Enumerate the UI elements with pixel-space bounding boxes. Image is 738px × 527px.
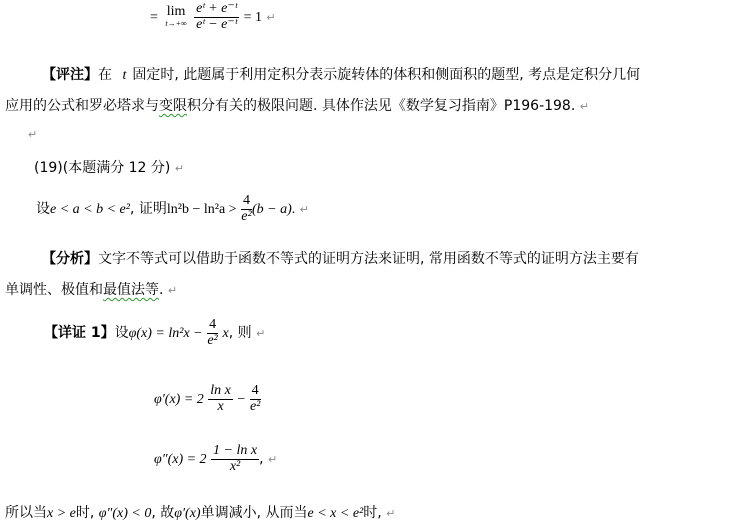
limit-numerator: eᵗ + e⁻ᵗ [196,1,238,16]
comment-pre: 在 [98,67,112,83]
first-derivative-numerator-2: 4 [251,383,259,398]
first-derivative-minus: − [237,392,246,408]
comment-line-1 [42,64,640,84]
paragraph-mark: ↵ [386,507,396,520]
paragraph-mark: ↵ [256,327,266,341]
proof-1-fraction-denominator: e² [207,332,218,348]
problem-fraction-numerator: 4 [243,193,251,208]
conclusion-cond-1: x > e [47,506,76,521]
analysis-line-1 [42,248,639,268]
lim-subscript: t→+∞ [165,19,187,29]
conclusion-func: φ′(x) [174,506,201,521]
comment-variable-t: t [122,68,127,83]
proof-1-var: x [222,326,229,342]
analysis-underlined: 最值法等 [103,282,159,298]
limit-fraction [194,2,239,32]
conclusion-a: 所以当 [5,505,47,521]
equals-sign: = [150,10,158,26]
first-derivative-fraction-2 [250,384,261,414]
proof-1-tag: 【详证 1】 [44,325,115,342]
comment-line-1-rest: 固定时, 此题属于利用定积分表示旋转体的体积和侧面积的题型, 考点是定积分几何 [132,67,641,83]
paragraph-mark: ↵ [579,100,589,113]
proof-1-fraction-numerator: 4 [209,317,217,332]
second-derivative-lhs: φ″(x) = 2 [154,452,207,468]
conclusion-e: 时, [363,505,382,521]
paragraph-mark: ↵ [28,128,38,141]
comment-line-2-a: 应用的公式和罗必塔求与 [5,98,159,114]
paragraph-mark: ↵ [299,203,309,217]
paragraph-mark: ↵ [167,284,178,297]
limit-denominator: eᵗ − e⁻ᵗ [196,16,238,32]
empty-paragraph [28,126,37,142]
paragraph-mark: ↵ [266,11,276,25]
comment-line-2 [5,95,589,115]
second-derivative [154,444,277,474]
conclusion-d: 单调减小, 从而当 [200,505,308,521]
conclusion-line [5,502,395,522]
problem-header-text: (19)(本题满分 12 分) [34,160,171,176]
proof-1-suffix: , 则 [228,325,252,342]
analysis-line-1-text: 文字不等式可以借助于函数不等式的证明方法来证明, 常用函数不等式的证明方法主要有 [98,251,639,267]
second-derivative-denominator: x² [229,458,241,474]
second-derivative-numerator: 1 − ln x [213,443,258,458]
proof-1-lhs: φ(x) = ln²x − [128,326,203,342]
paragraph-mark: ↵ [174,162,185,175]
first-derivative-denominator: x [217,398,224,414]
problem-condition: e < a < b < e² [50,202,130,218]
problem-lhs: ln²b − ln²a > [166,202,237,218]
analysis-tag: 【分析】 [42,251,98,267]
lim-word: lim [166,4,186,20]
conclusion-b: 时, [75,505,95,521]
problem-statement [36,194,309,224]
limit-rhs: = 1 [243,10,262,26]
first-derivative [154,384,261,414]
analysis-line-2-a: 单调性、极值和 [5,282,103,298]
first-derivative-lhs: φ′(x) = 2 [154,392,204,408]
problem-end: . [291,202,296,218]
limit-equation [150,2,276,32]
first-derivative-denominator-2: e² [249,398,261,414]
comment-underlined: 变限 [159,98,187,114]
problem-header [34,157,184,177]
problem-fraction-denominator: e² [241,208,252,224]
proof-1-line [44,318,265,348]
conclusion-cond-3: e < x < e² [307,506,364,521]
analysis-line-2-end: . [159,282,164,298]
proof-1-prefix: 设 [114,325,129,342]
comment-tag: 【评注】 [42,67,98,83]
paragraph-mark: ↵ [267,453,278,467]
comment-line-2-b: 积分有关的极限问题. 具体作法见《数学复习指南》P196-198. [187,98,576,114]
proof-1-fraction [207,318,218,348]
problem-prefix: 设 [36,201,50,218]
analysis-line-2 [5,279,177,299]
conclusion-cond-2: φ″(x) < 0 [98,506,152,521]
limit-operator [165,5,186,29]
conclusion-c: , 故 [151,505,175,521]
problem-fraction [241,194,252,224]
second-derivative-fraction [211,444,259,474]
problem-rhs: (b − a) [252,202,292,218]
second-derivative-end: , [259,451,264,468]
first-derivative-fraction [208,384,233,414]
first-derivative-numerator: ln x [210,383,231,398]
problem-mid: , 证明 [129,201,167,218]
